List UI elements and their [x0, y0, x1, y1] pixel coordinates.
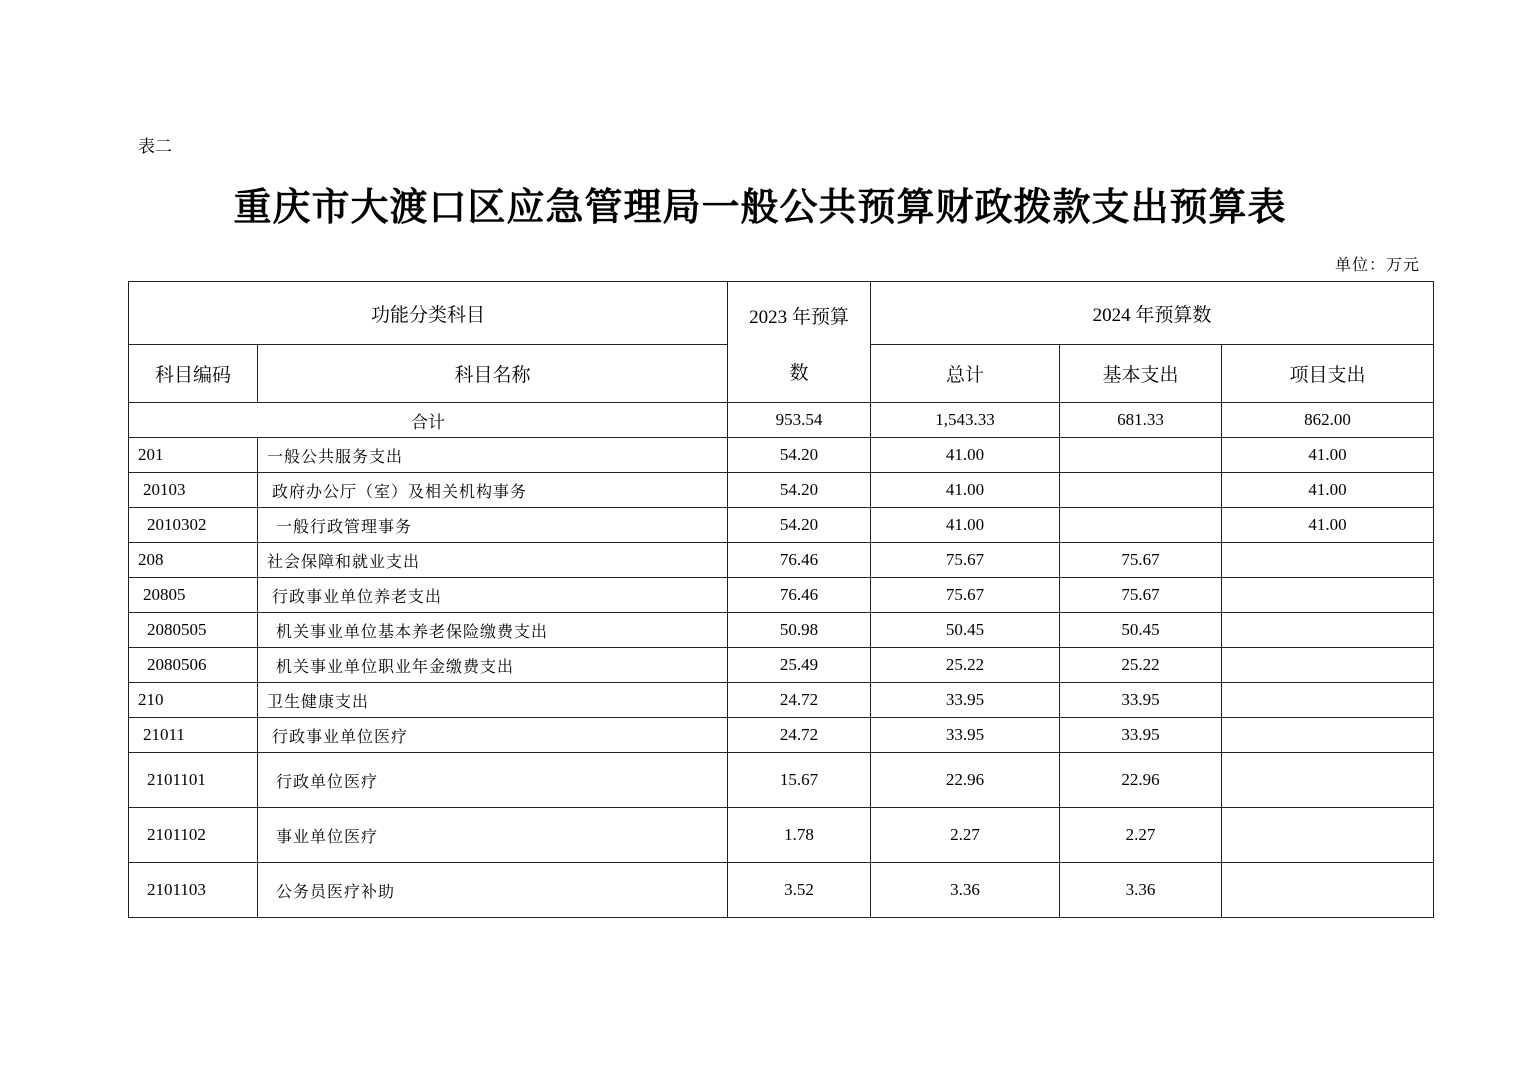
- unit-note: 单位：万元: [1334, 255, 1420, 274]
- header-budget-2023-line1: 2023 年预算: [749, 307, 849, 328]
- row-basic: 50.45: [1060, 613, 1222, 648]
- row-total: 41.00: [871, 508, 1060, 543]
- row-project: [1222, 543, 1434, 578]
- budget-table: [128, 281, 1434, 918]
- row-total: 22.96: [871, 753, 1060, 808]
- row-budget-2023: 76.46: [728, 578, 871, 613]
- row-code: 21011: [129, 718, 258, 753]
- row-project: 41.00: [1222, 438, 1434, 473]
- row-project: [1222, 753, 1434, 808]
- row-budget-2023: 50.98: [728, 613, 871, 648]
- row-project: [1222, 718, 1434, 753]
- row-code: 208: [129, 543, 258, 578]
- row-name: 机关事业单位职业年金缴费支出: [258, 648, 728, 683]
- row-budget-2023: 54.20: [728, 473, 871, 508]
- row-project: [1222, 578, 1434, 613]
- header-code: 科目编码: [129, 345, 258, 403]
- row-project: 41.00: [1222, 473, 1434, 508]
- row-name: 行政事业单位养老支出: [258, 578, 728, 613]
- header-total: 总计: [871, 345, 1060, 403]
- row-name: 一般公共服务支出: [258, 438, 728, 473]
- row-budget-2023: 76.46: [728, 543, 871, 578]
- table-row: [129, 718, 1434, 753]
- header-project: 项目支出: [1222, 345, 1434, 403]
- row-code: 2080506: [129, 648, 258, 683]
- table-row: [129, 473, 1434, 508]
- row-project: [1222, 863, 1434, 918]
- page-title: 重庆市大渡口区应急管理局一般公共预算财政拨款支出预算表: [233, 184, 1287, 229]
- row-budget-2023: 54.20: [728, 438, 871, 473]
- row-basic: 3.36: [1060, 863, 1222, 918]
- header-budget-2023: [728, 282, 871, 403]
- table-row: [129, 438, 1434, 473]
- row-code: 2010302: [129, 508, 258, 543]
- table-row: [129, 648, 1434, 683]
- row-total: 50.45: [871, 613, 1060, 648]
- row-basic: 33.95: [1060, 683, 1222, 718]
- row-project: [1222, 808, 1434, 863]
- row-total: 3.36: [871, 863, 1060, 918]
- row-code: 20103: [129, 473, 258, 508]
- row-basic: 33.95: [1060, 718, 1222, 753]
- row-budget-2023: 54.20: [728, 508, 871, 543]
- row-name: 机关事业单位基本养老保险缴费支出: [258, 613, 728, 648]
- header-function-group: 功能分类科目: [129, 282, 728, 345]
- row-basic: 25.22: [1060, 648, 1222, 683]
- row-total: 2.27: [871, 808, 1060, 863]
- header-basic: 基本支出: [1060, 345, 1222, 403]
- row-budget-2023: 24.72: [728, 683, 871, 718]
- table-row: [129, 508, 1434, 543]
- row-budget-2023: 3.52: [728, 863, 871, 918]
- row-name: 公务员医疗补助: [258, 863, 728, 918]
- row-total: 33.95: [871, 683, 1060, 718]
- row-project: [1222, 613, 1434, 648]
- row-total: 75.67: [871, 578, 1060, 613]
- table-row: [129, 543, 1434, 578]
- table-row: [129, 578, 1434, 613]
- row-total: 33.95: [871, 718, 1060, 753]
- summary-project-2024: 862.00: [1222, 403, 1434, 438]
- row-budget-2023: 25.49: [728, 648, 871, 683]
- row-budget-2023: 15.67: [728, 753, 871, 808]
- row-code: 201: [129, 438, 258, 473]
- table-label: 表二: [138, 137, 172, 157]
- row-basic: [1060, 508, 1222, 543]
- row-basic: [1060, 438, 1222, 473]
- summary-basic-2024: 681.33: [1060, 403, 1222, 438]
- row-basic: [1060, 473, 1222, 508]
- summary-budget-2023: 953.54: [728, 403, 871, 438]
- row-name: 社会保障和就业支出: [258, 543, 728, 578]
- row-basic: 75.67: [1060, 543, 1222, 578]
- row-project: [1222, 648, 1434, 683]
- row-code: 2101102: [129, 808, 258, 863]
- header-2024-group: 2024 年预算数: [871, 282, 1434, 345]
- row-total: 41.00: [871, 438, 1060, 473]
- row-total: 41.00: [871, 473, 1060, 508]
- row-budget-2023: 1.78: [728, 808, 871, 863]
- summary-total-2024: 1,543.33: [871, 403, 1060, 438]
- row-project: [1222, 683, 1434, 718]
- row-code: 2080505: [129, 613, 258, 648]
- row-total: 25.22: [871, 648, 1060, 683]
- summary-row: [129, 403, 1434, 438]
- table-row: [129, 683, 1434, 718]
- row-code: 210: [129, 683, 258, 718]
- row-project: 41.00: [1222, 508, 1434, 543]
- header-budget-2023-line2: 数: [789, 362, 809, 384]
- header-name: 科目名称: [258, 345, 728, 403]
- summary-label: 合计: [129, 403, 728, 438]
- row-name: 政府办公厅（室）及相关机构事务: [258, 473, 728, 508]
- row-code: 20805: [129, 578, 258, 613]
- row-name: 事业单位医疗: [258, 808, 728, 863]
- row-name: 行政单位医疗: [258, 753, 728, 808]
- row-code: 2101101: [129, 753, 258, 808]
- row-basic: 2.27: [1060, 808, 1222, 863]
- row-budget-2023: 24.72: [728, 718, 871, 753]
- row-basic: 22.96: [1060, 753, 1222, 808]
- row-name: 卫生健康支出: [258, 683, 728, 718]
- row-code: 2101103: [129, 863, 258, 918]
- row-basic: 75.67: [1060, 578, 1222, 613]
- row-name: 行政事业单位医疗: [258, 718, 728, 753]
- table-row: [129, 613, 1434, 648]
- row-total: 75.67: [871, 543, 1060, 578]
- table-row: [129, 753, 1434, 808]
- table-row: [129, 863, 1434, 918]
- table-row: [129, 808, 1434, 863]
- header-row-1: [129, 282, 1434, 345]
- row-name: 一般行政管理事务: [258, 508, 728, 543]
